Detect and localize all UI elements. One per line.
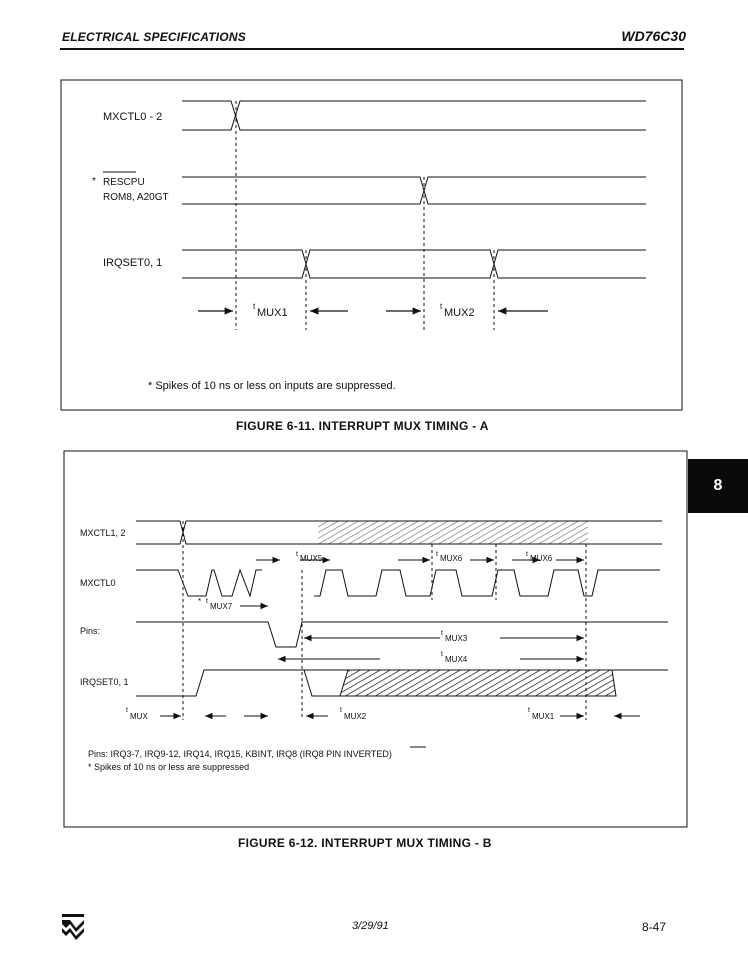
rescpu-star: * [92,176,96,187]
waveform-irqset-b-hatch [340,670,616,696]
figure-b-caption: FIGURE 6-12. INTERRUPT MUX TIMING - B [238,836,492,850]
timing-mux1: MUX1 [532,712,555,721]
waveform-irqset-a [182,250,646,278]
signal-mxctl0: MXCTL0 [80,578,116,588]
footer-page-number: 8-47 [642,920,667,934]
timing-mux4: MUX4 [445,655,468,664]
waveform-mxctl1-2-hatch [318,521,588,544]
timing-mux2: MUX2 [344,712,367,721]
timing-mux7: MUX7 [210,602,233,611]
timing-label-mux2-t: t [440,302,443,311]
signal-mxctl0-2: MXCTL0 - 2 [103,111,163,123]
figure-a-frame [61,80,682,410]
figure-b-frame [64,451,687,827]
figure-b-note-spikes: * Spikes of 10 ns or less are suppressed [88,762,250,772]
waveform-mxctl0-2 [182,101,646,130]
section-title: ELECTRICAL SPECIFICATIONS [62,30,246,44]
signal-mxctl1-2: MXCTL1, 2 [80,528,126,538]
timing-arrows-b [160,560,640,716]
signal-irqset-b: IRQSET0, 1 [80,677,129,687]
timing-mux7-star: * [198,597,202,606]
part-number: WD76C30 [621,28,686,44]
timing-mux6a: MUX6 [440,554,463,563]
figure-b-note-pins: Pins: IRQ3-7, IRQ9-12, IRQ14, IRQ15, KBINT, IRQ8 (IRQ8 PIN INVERTED) [88,749,392,759]
timing-mux5: MUX5 [300,554,323,563]
waveform-mxctl1-2 [136,521,662,544]
timing-mux-t: t [126,707,128,714]
signal-pins: Pins: [80,626,101,636]
timing-label-mux2: MUX2 [444,307,475,319]
timing-label-mux1: MUX1 [257,307,288,319]
timing-mux6b: MUX6 [530,554,553,563]
timing-mux4-t: t [441,651,443,658]
waveform-pins [136,622,668,647]
waveform-irqset-b [136,670,668,696]
section-tab: 8 [688,459,748,513]
timing-mux2-t: t [340,707,342,714]
figure-a-note: * Spikes of 10 ns or less on inputs are suppressed. [148,380,396,392]
timing-mux1-t: t [528,707,530,714]
signal-rom8-a20gt: ROM8, A20GT [103,192,169,203]
reference-lines-b [183,521,586,720]
company-logo [62,914,84,940]
reference-lines-a [236,101,494,330]
timing-mux6b-t: t [526,551,528,558]
waveform-rescpu [103,172,646,204]
timing-mux7-t: t [206,598,208,605]
signal-rescpu: RESCPU [103,177,145,188]
timing-mux5-t: t [296,551,298,558]
header-rule [60,48,684,50]
footer-date: 3/29/91 [352,920,389,932]
timing-mux3: MUX3 [445,634,468,643]
timing-mux: MUX [130,712,148,721]
timing-mux6a-t: t [436,551,438,558]
timing-mux3-t: t [441,630,443,637]
signal-irqset-a: IRQSET0, 1 [103,257,163,269]
figure-a-caption: FIGURE 6-11. INTERRUPT MUX TIMING - A [236,419,489,433]
timing-label-mux1-t: t [253,302,256,311]
waveform-mxctl0 [136,570,660,596]
